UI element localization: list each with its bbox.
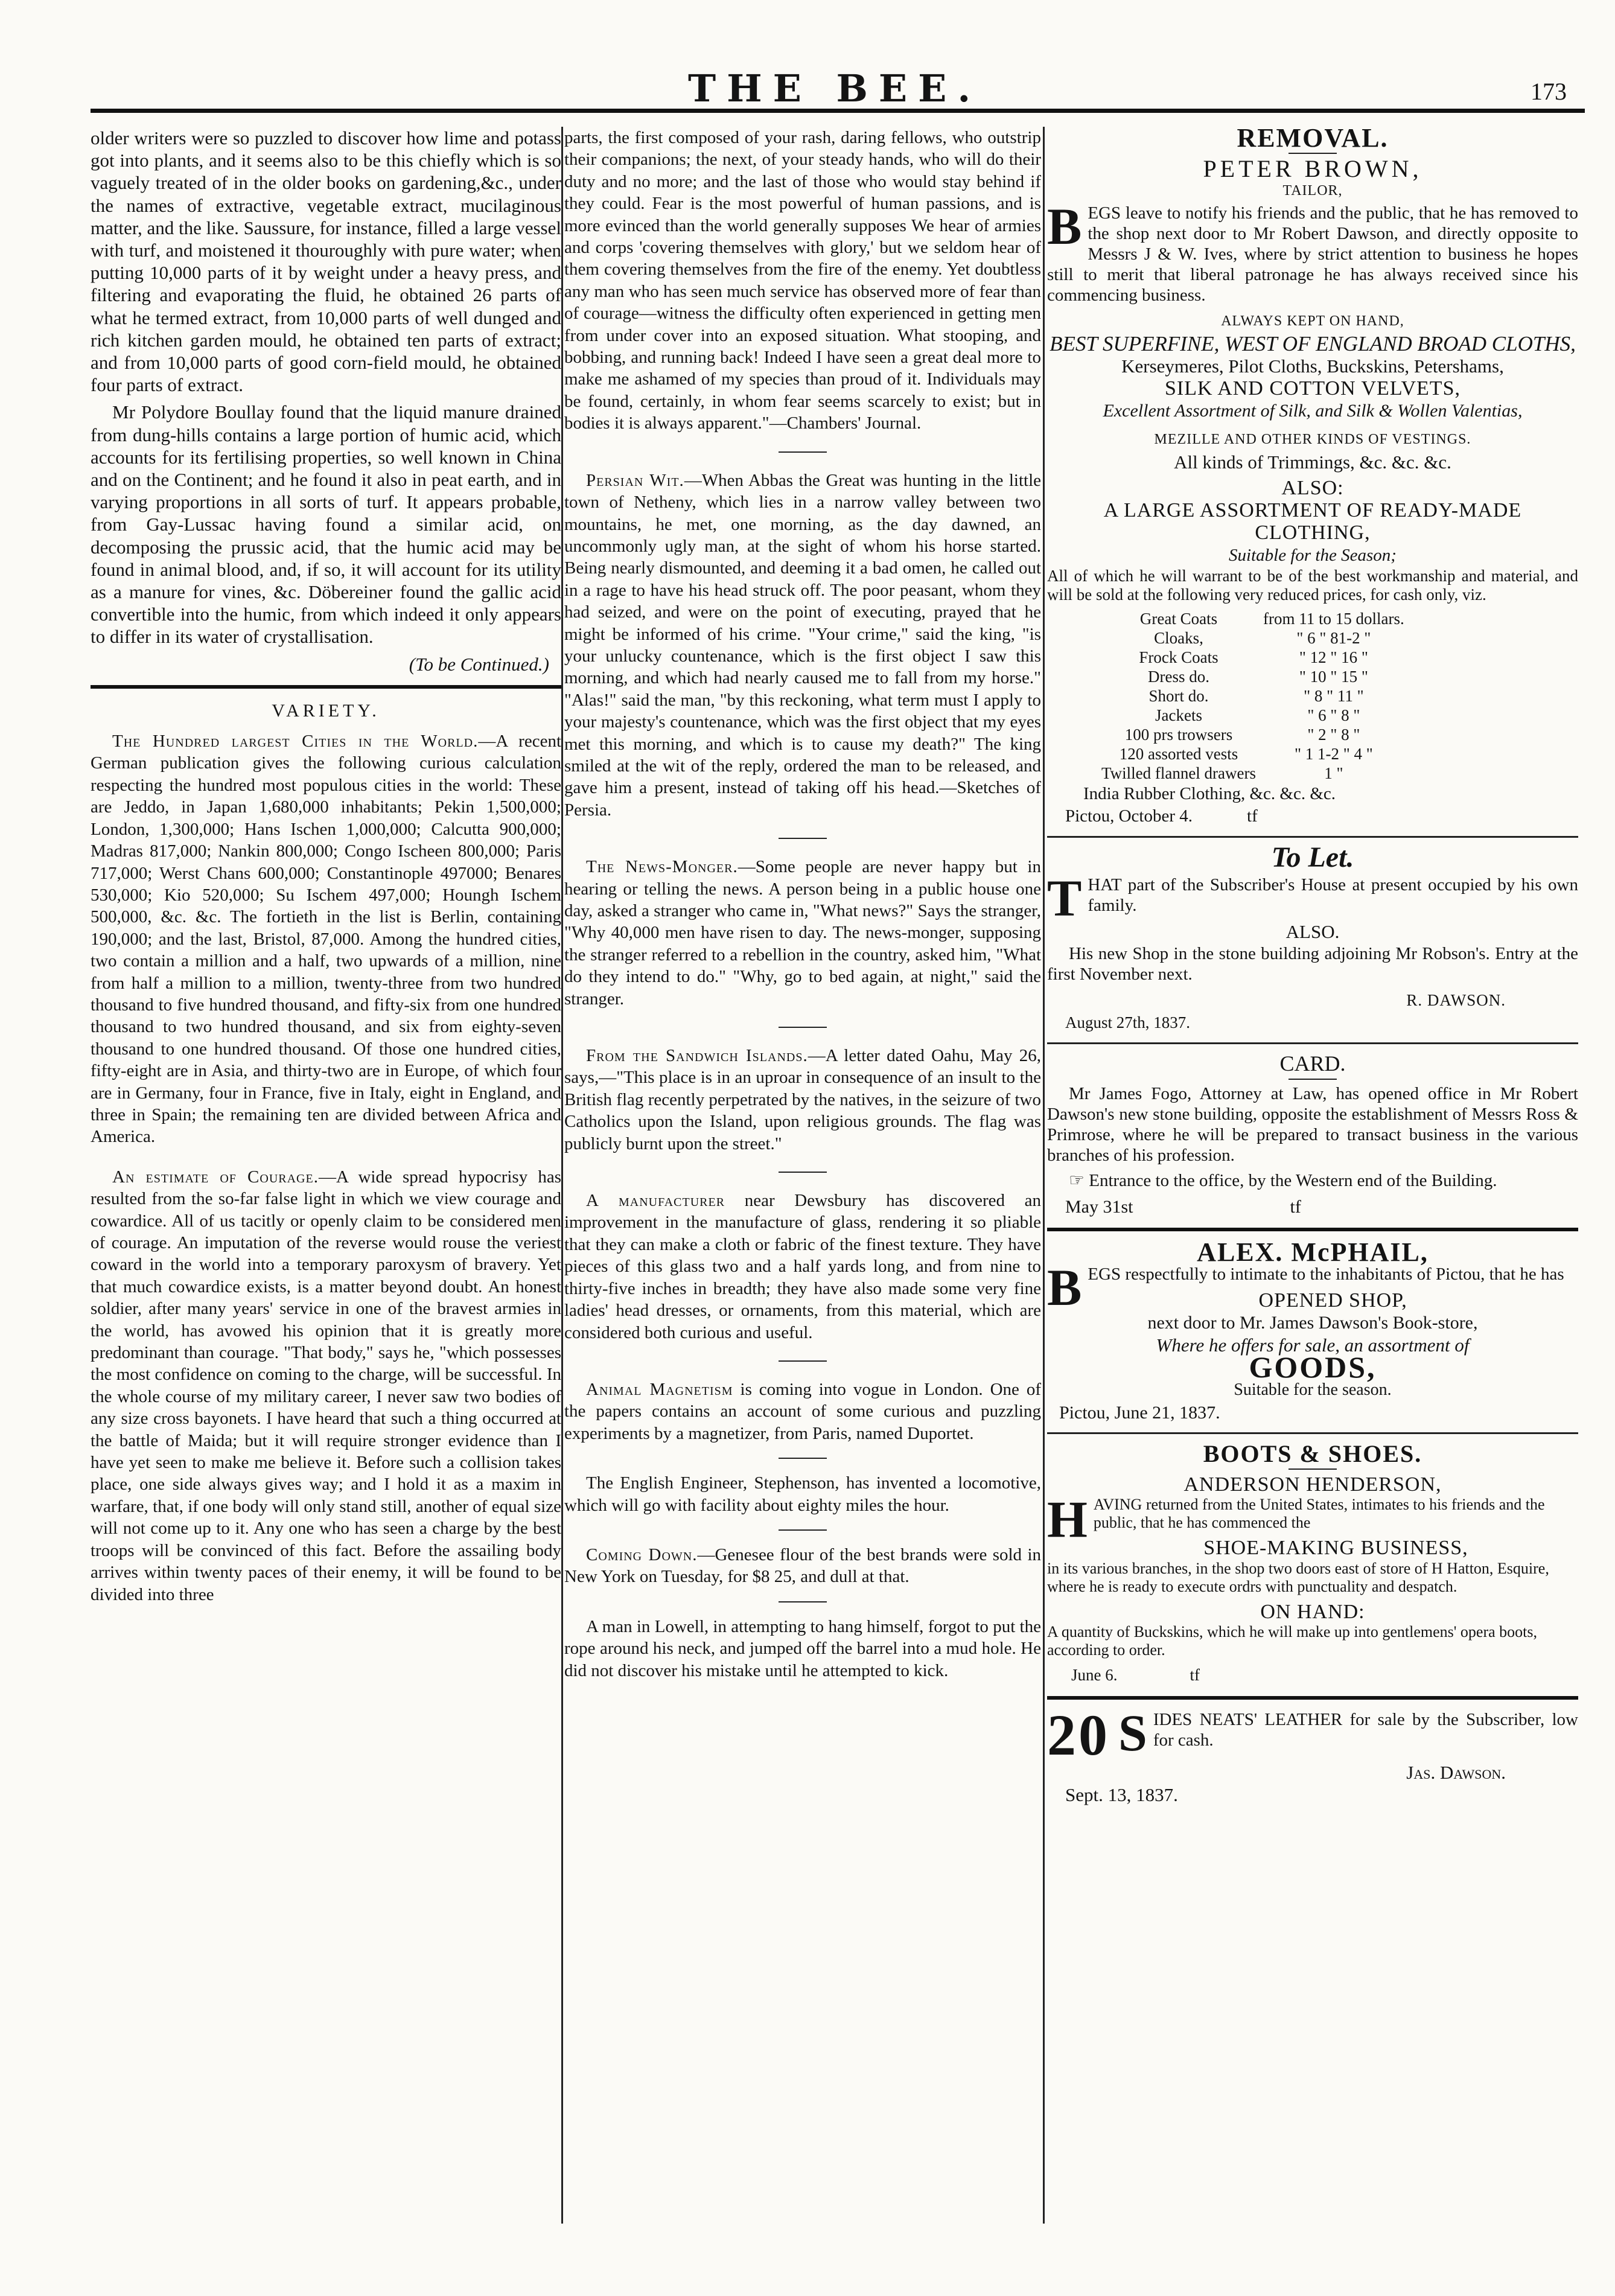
ad-card [1047,1053,1578,1218]
price-row [1101,744,1412,764]
item-heading: Coming Down. [586,1545,698,1564]
price-item: Dress do. [1148,667,1209,686]
ad-rule [1288,153,1337,154]
ad-line: MEZILLE AND OTHER KINDS OF VESTINGS. [1154,431,1471,447]
ad-title: BOOTS & SHOES. [1203,1440,1422,1467]
ad-date: Pictou, June 21, 1837. [1059,1402,1220,1423]
item-body: near Dewsbury has discovered an improvement in the manufacture of glass, rendering it so pliable that they can make a cloth or fabric of the finest texture. They have pieces of this glass two and a half yards long, and from nine to thirty-five inches in breadth; they have also made some very fine ladies' head dresses, or ornaments, from this material, which are considered both curious and useful. [564,1191,1042,1342]
ad-rule [1288,1468,1337,1470]
ad-line: SILK AND COTTON VELVETS, [1165,377,1461,400]
news-item [564,1045,1041,1155]
article-paragraph: older writers were so puzzled to discover how lime and potass got into plants, and it seems also to be this chiefly which is so vaguely treated of in the older books on gardening,&c., under the names of extractive, vegetable extract, mucilaginous matter, and the like. Saussure, for instance, filled a large vessel with turf, and moistened it thouroughly with pure water; when putting 10,000 parts of it by weight under a heavy press, and filtering and evaporating the fluid, he obtained 26 parts of what he termed extract, from 10,000 parts of well dunged and rich kitchen garden mould, he obtained ten parts of extract; and from 10,000 parts of good corn-field mould, he obtained four parts of extract. [91,127,561,396]
item-separator [779,1529,827,1531]
price-item: Great Coats [1139,609,1218,628]
ad-line: Suitable for the Season; [1229,545,1397,565]
continued-note: (To be Continued.) [409,653,549,675]
ad-line: ALSO: [1281,477,1344,500]
item-body: —A letter dated Oahu, May 26, says,—"This place is in an uproar in consequence of an insult to the British flag recently perpetrated by the natives, in the seizure of two Catholics upon the Island, upon religious grounds. The flag was publicly burnt upon the street." [564,1046,1041,1153]
column-rule [1043,127,1045,2224]
item-heading: The Hundred largest Cities in the World. [112,732,479,751]
ad-title: To Let. [1271,841,1354,874]
ad-title: CARD. [1279,1051,1346,1076]
ad-line: Suitable for the season. [1234,1380,1392,1400]
price-item: Jackets [1155,706,1202,724]
ad-title: ALEX. McPHAIL, [1197,1237,1429,1268]
variety-section [91,730,561,1606]
price-value: " 10 " 15 " [1299,667,1368,686]
news-item: A man in Lowell, in attempting to hang himself, forgot to put the rope around his neck, and jumped off the barrel into a mud hole. He did not discover his mistake until he attempted to kick. [564,1616,1041,1680]
ad-code: tf [1290,1197,1301,1217]
drop-cap: B [1047,1258,1082,1316]
price-row [1101,725,1412,744]
section-heading-variety: VARIETY. [272,700,380,721]
advertiser-name: PETER BROWN, [1203,155,1422,183]
item-separator [779,1027,827,1028]
column-1 [91,127,561,1610]
price-value: " 6 " 81-2 " [1296,628,1371,647]
item-body: —Some people are never happy but in hearing or telling the news. A person being in a public house one day, asked a stranger who came in, "What news?" Says the stranger, "Why 40,000 men have risen to day. The news-monger, supposing the stranger referred to a rebellion in the country, asked him, "What do they intend to do." "Why, go to bed again, at night," said the stranger. [564,857,1041,1009]
ad-title: REMOVAL. [1237,123,1389,153]
item-body: —A recent German publication gives the following curious calculation respecting the hundred most populous cities in the world: These are Jeddo, in Japan 1,680,000 inhabitants; Pekin 1,500,000; London, 1,300,000; Hans Ischen 1,000,000; Calcutta 900,000; Madras 817,000; Nankin 800,000; Congo Ischeen 800,000; Paris 717,000; Werst Chans 600,000; Constantinople 497000; Benares 530,000; Kio 520,000; Su Ischem 497,000; Houngh Ischem 500,000, &c. &c. The fortieth in the list is Berlin, containing 190,000; and the last, Bristol, 87,000. Among the hundred cities, two contain a million and a half, two upwards of a million, nine from half a million to a million, twenty-three from two hundred thousand to five hundred thousand, and fifty-six from one hundred thousand to two hundred thousand, and six from eighty-seven thousand to one hundred thousand. Of those one hundred cities, fifty-eight are in Asia, and thirty-two are in Europe, of which four are in Germany, four in France, five in Italy, eight in England, and three in Spain; the remaining ten are divided between Africa and America. [91,732,562,1147]
ad-line: next door to Mr. James Dawson's Book-store, [1147,1312,1478,1333]
ad-dateline [1047,1664,1578,1686]
news-item [564,856,1041,1010]
ad-line: All kinds of Trimmings, &c. &c. &c. [1174,451,1451,473]
ad-line: Where he offers for sale, an assortment of [1156,1335,1470,1356]
ad-line: GOODS, [1249,1350,1377,1385]
price-row [1101,628,1412,648]
ad-rule [1288,1079,1337,1080]
ad-mcphail [1047,1237,1578,1423]
price-value: " 6 " 8 " [1307,706,1360,724]
news-item [564,1190,1041,1344]
price-item: Short do. [1148,686,1209,705]
price-item: 100 prs trowsers [1124,725,1233,744]
ad-signature: R. DAWSON. [1406,990,1506,1009]
price-item: Frock Coats [1139,648,1218,666]
item-heading: From the Sandwich Islands. [586,1046,808,1066]
item-body: —Genesee flour of the best brands were sold in New York on Tuesday, for $8 25, and dull at that. [564,1545,1041,1587]
ad-body: A quantity of Buckskins, which he will make up into gentlemens' opera boots, according to order. [1047,1622,1538,1659]
ad-line: A LARGE ASSORTMENT OF READY-MADE CLOTHING, [1103,499,1522,544]
price-row [1101,609,1412,628]
column-3-advertisements [1047,123,1578,1806]
ad-body: ☞ Entrance to the office, by the Western end of the Building. [1069,1171,1497,1191]
item-heading: Persian Wit. [586,470,684,490]
ad-line: ALWAYS KEPT ON HAND, [1221,313,1404,329]
ad-body [1047,1702,1578,1767]
drop-cap: S [1118,1703,1147,1762]
item-body: is coming into vogue in London. One of the papers contains an account of some curious and puzzling experiments by a magnetizer, from Paris, named Duportet. [564,1379,1041,1443]
ad-date: June 6. [1071,1665,1118,1684]
drop-cap: T [1047,869,1082,928]
price-value: " 1 1-2 " 4 " [1294,744,1373,763]
price-value: 1 " [1324,764,1343,782]
price-item: Twilled flannel drawers [1101,764,1257,782]
price-row [1101,648,1412,667]
price-value: from 11 to 15 dollars. [1263,609,1404,628]
price-item: Cloaks, [1154,628,1203,647]
news-item [91,1166,561,1606]
price-item: 120 assorted vests [1119,744,1238,763]
item-heading: A manufacturer [586,1191,725,1211]
item-heading: The News-Monger. [586,857,738,877]
item-separator [779,1172,827,1173]
ad-body-text: IDES NEATS' LEATHER for sale by the Subscriber, low for cash. [1153,1709,1578,1750]
ad-separator [1047,1228,1578,1231]
item-separator [779,451,827,453]
ad-date: May 31st [1065,1197,1133,1217]
item-separator [779,838,827,839]
price-value: " 8 " 11 " [1304,686,1364,705]
ad-body: All of which he will warrant to be of the best workmanship and material, and will be sold at the following very reduced prices, for cash only, viz. [1047,566,1578,604]
ad-signature: Jas. Dawson. [1406,1761,1506,1783]
masthead-rule [91,109,1585,113]
newspaper-title: THE BEE. [687,66,982,110]
price-row [1101,667,1412,686]
item-body: —When Abbas the Great was hunting in the little town of Netheny, which lies in a narrow valley between two mountains, he met, one morning, as the day dawned, an uncommonly ugly man, at the sight of whom his horse started. Being nearly dismounted, and deeming it a bad omen, he called out in a rage to have his head struck off. The poor peasant, whom they had seized, and were on the point of executing, prayed that he might be informed of his crime. "Your crime," said the king, "is your unlucky countenance, which is the first object I saw this morning, and which had nearly caused me to fall from my horse." "Alas!" said the man, "by this reckoning, what term must I apply to your majesty's countenance, which was the first object that my eyes met this morning, and which is to cause my death?" The king smiled at the wit of the reply, ordered the man to be released, and gave him a present, instead of taking off his head.—Sketches of Persia. [564,470,1041,820]
ad-line: ON HAND: [1260,1600,1365,1623]
ad-separator [1047,836,1578,838]
price-row [1101,764,1412,783]
ad-body [1047,197,1578,305]
item-heading: Animal Magnetism [586,1379,733,1399]
ad-line: Excellent Assortment of Silk, and Silk & Wollen Valentias, [1103,401,1523,421]
ad-code: tf [1247,806,1258,826]
news-item [564,1544,1041,1588]
article-paragraph: parts, the first composed of your rash, daring fellows, who outstrip their companions; the next, of your steady hands, who will do their duty and no more; and the last of those who would stay behind if they could. Fear is the most powerful of human passions, and is more evinced than the world generally supposes We hear of armies and corps 'covering themselves with glory,' but we seldom hear of them covering themselves from the fire of the enemy. Yet doubtless any man who has seen much service has observed more of fear than of courage—witness the difficulty often experienced in getting men from under cover into an exposed situation. What stooping, and bobbing, and running back! Indeed I have seen a great deal more to make me ashamed of my species than proud of it. Individuals may be found, certainly, in whom fear seems scarcely to exist; but in bodies it is always apparent."—Chambers' Journal. [564,128,1041,433]
column-rule [561,127,563,2224]
page-number: 173 [1531,78,1567,105]
ad-body-text: EGS leave to notify his friends and the public, that he has removed to the shop next door to Mr Robert Dawson, and directly opposite to Messrs J & W. Ives, where by strict attention to business he hopes still to merit that liberal patronage he has always received since his commencing business. [1047,203,1578,305]
ad-dateline [1047,1196,1578,1218]
ad-to-let [1047,841,1578,1034]
news-item [564,1379,1041,1444]
ad-separator [1047,1696,1578,1700]
ad-line: India Rubber Clothing, &c. &c. &c. [1083,783,1336,803]
column-2 [564,127,1041,1686]
item-heading: An estimate of Courage. [112,1167,319,1187]
ad-body: His new Shop in the stone building adjoining Mr Robson's. Entry at the first November next. [1047,943,1578,984]
item-separator [779,1360,827,1362]
masthead [91,66,1579,109]
ad-body-text: AVING returned from the United States, intimates to his friends and the public, that he has commenced the [1093,1496,1545,1532]
ad-line: ALSO. [1285,921,1340,943]
ad-body-text: EGS respectfully to intimate to the inhabitants of Pictou, that he has [1088,1264,1564,1284]
price-row [1101,686,1412,706]
item-separator [779,1601,827,1602]
ad-removal [1047,123,1578,828]
drop-cap: H [1047,1490,1088,1549]
ad-dateline [1047,805,1578,828]
ad-body: Mr James Fogo, Attorney at Law, has opened office in Mr Robert Dawson's new stone building, opposite the establishment of Messrs Ross & Primrose, where he will be prepared to transact business in the various branches of his profession. [1047,1084,1578,1166]
ad-separator [1047,1432,1578,1434]
item-separator [779,1458,827,1459]
drop-cap: B [1047,197,1082,255]
ad-code: tf [1190,1665,1200,1684]
price-list [1101,609,1412,783]
ad-date: Pictou, October 4. [1065,806,1193,826]
ad-body [1047,869,1578,928]
ad-body: in its various branches, in the shop two doors east of store of H Hatton, Esquire, where he is ready to execute ordrs with punctuality and despatch. [1047,1559,1549,1595]
price-row [1101,706,1412,725]
news-item [564,470,1041,821]
price-value: " 2 " 8 " [1307,725,1360,744]
news-item: The English Engineer, Stephenson, has invented a locomotive, which will go with facility about eighty miles the hour. [564,1473,1041,1515]
ad-line: SHOE-MAKING BUSINESS, [1203,1537,1468,1560]
advertiser-name: ANDERSON HENDERSON, [1183,1473,1442,1496]
ad-separator [1047,1042,1578,1044]
ad-line: OPENED SHOP, [1258,1289,1407,1312]
ad-boots [1047,1440,1578,1686]
ad-body-text: HAT part of the Subscriber's House at present occupied by his own family. [1088,875,1578,916]
ad-quantity: 20 [1047,1702,1110,1767]
ad-neats-leather [1047,1702,1578,1806]
ad-line: Kerseymeres, Pilot Cloths, Buckskins, Petershams, [1121,356,1504,377]
item-body: —A wide spread hypocrisy has resulted from the so-far false light in which we view courage and cowardice. All of us tacitly or openly claim to be considered men of courage. An imputation of the reverse would rouse the veriest coward in the world into a temporary paroxysm of bravery. Yet that much cowardice exists, is a matter beyond doubt. An honest soldier, after many years' service in one of the bravest armies in the world, has avowed his opinion that it is greatly more predominant than courage. "That body," says he, "which possesses the most confidence on coming to the charge, will be successful. In the whole course of my military career, I never saw two bodies of any size cross bayonets. I have heard that such a thing occurred at the battle of Maida; but it will require stronger evidence than I have yet seen to make me believe it. Before such a collision takes place, one side always gives way; and I hold it as a maxim in warfare, that, if one body will only stand still, another of equal size will not come up to it. Any one who has seen a charge by the best troops will be convinced of this fact. Before the assailing body arrives within twenty paces of their enemy, it will be found to be divided into three [91,1167,561,1604]
ad-line: BEST SUPERFINE, WEST OF ENGLAND BROAD CLOTHS, [1050,331,1576,356]
ad-date: Sept. 13, 1837. [1065,1784,1178,1806]
article-paragraph: Mr Polydore Boullay found that the liquid manure drained from dung-hills contains a large portion of humic acid, which accounts for its fertilising properties, so well known in China and on the Continent; and he found it also in peat earth, and in varying proportions in all sorts of turf. It appears probable, from Gay-Lussac having found a similar acid, on decomposing the prussic acid, that the humic acid may be found in animal blood, and, if so, it will account for its utility as a manure for vines, &c. Döbereiner found the gallic acid convertible into the humic, from which indeed it only appears to differ in its water of crystallisation. [91,401,561,648]
ad-date: August 27th, 1837. [1065,1013,1191,1032]
advertiser-trade: TAILOR, [1282,183,1343,199]
price-value: " 12 " 16 " [1299,648,1368,666]
news-item [91,730,561,1148]
section-rule [91,685,561,689]
